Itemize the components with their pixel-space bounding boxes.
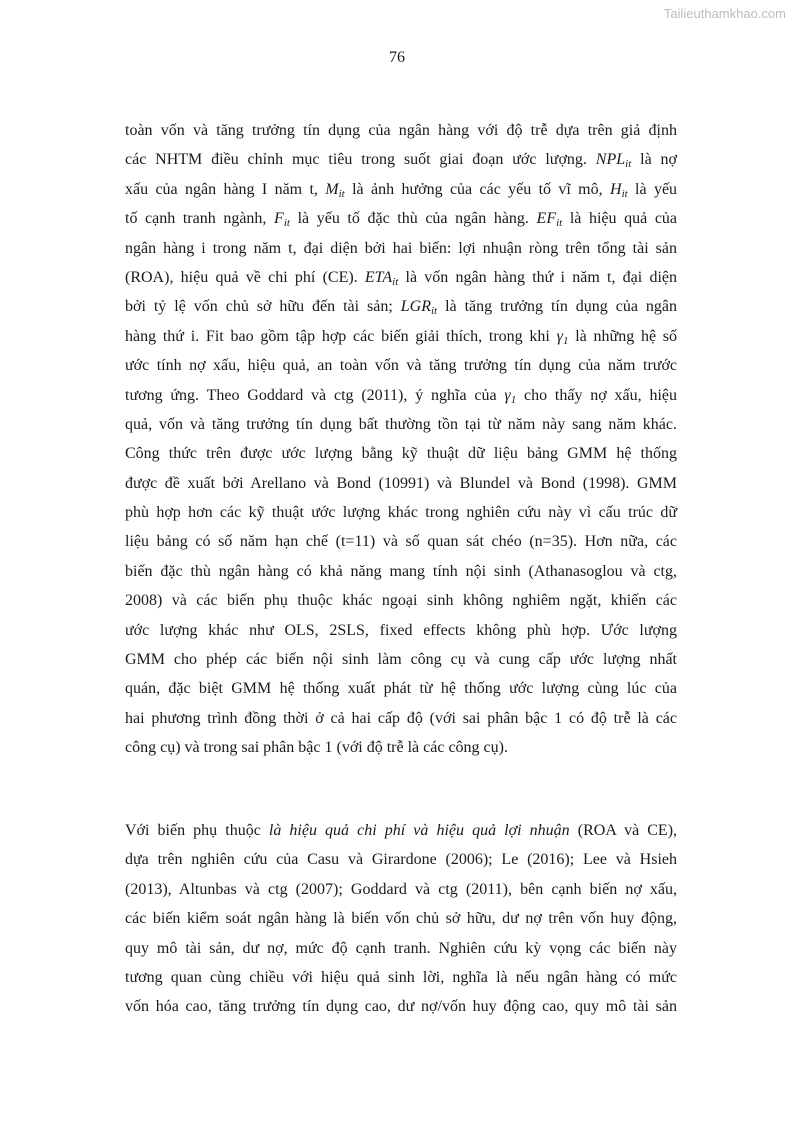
text-line: tố cạnh tranh ngành, $F_{it}$ là yếu tố đặc thù của ngân hàng. $EF_{it}$ là hiệu quả của (125, 210, 678, 230)
math-gamma: $\gamma_1$ (556, 327, 569, 347)
text-line: 2008) và các biến phụ thuộc khác ngoại sinh không nghiêm ngặt, khiến các (125, 592, 677, 610)
text-line: dựa trên nghiên cứu của Casu và Girardone (2006); Le (2016); Lee và Hsieh (125, 851, 677, 869)
math-f: $F_{it}$ (274, 210, 290, 230)
text-line: Với biến phụ thuộc là hiệu quả chi phí và hiệu quả lợi nhuận (ROA và CE), (125, 822, 678, 839)
text-line: vốn hóa cao, tăng trưởng tín dụng cao, dư nợ/vốn huy động cao, quy mô tài sản (125, 998, 677, 1016)
text-line: ước lượng khác như OLS, 2SLS, fixed effects không phù hợp. Ước lượng (125, 621, 677, 639)
math-gamma: $\gamma_1$ (504, 386, 517, 406)
text-line: (ROA), hiệu quả về chi phí (CE). $ETA_{it}$ là vốn ngân hàng thứ i năm t, đại diện (125, 268, 678, 288)
text-line: quy mô tài sản, dư nợ, mức độ cạnh tranh. Nghiên cứu kỳ vọng các biến này (125, 939, 677, 957)
text-line: công cụ) và trong sai phân bậc 1 (với độ trễ là các công cụ). (125, 739, 508, 757)
math-ef: $EF_{it}$ (536, 210, 563, 230)
text-line: xấu của ngân hàng I năm t, $M_{it}$ là ảnh hưởng của các yếu tố vĩ mô, $H_{it}$ là yếu (125, 180, 678, 200)
watermark: Tailieuthamkhao.com (663, 6, 786, 21)
text-line: hai phương trình đồng thời ở cả hai cấp độ (với sai phân bậc 1 có độ trễ là các (125, 709, 677, 727)
text-line: tương ứng. Theo Goddard và ctg (2011), ý nghĩa của $\gamma_1$ cho thấy nợ xấu, hiệu (125, 386, 678, 406)
math-h: $H_{it}$ (610, 180, 628, 200)
text-line: phù hợp hơn các kỹ thuật ước lượng khác trong nghiên cứu này vì cấu trúc dữ (125, 504, 677, 522)
math-eta: $ETA_{it}$ (364, 268, 399, 288)
text-line: ước tính nợ xấu, hiệu quả, an toàn vốn và tăng trưởng tín dụng của năm trước (125, 357, 677, 375)
text-line: quán, đặc biệt GMM hệ thống xuất phát từ hệ thống ước lượng cùng lúc của (125, 680, 677, 698)
text-line: các NHTM điều chỉnh mục tiêu trong suốt giai đoạn ước lượng. $NPL_{it}$ là nợ (125, 151, 678, 171)
text-line: bởi tỷ lệ vốn chủ sở hữu đến tài sản; $LGR_{it}$ là tăng trưởng tín dụng của ngân (125, 298, 677, 318)
text-line: ngân hàng i trong năm t, đại diện bởi hai biến: lợi nhuận ròng trên tổng tài sản (125, 239, 677, 257)
italic-phrase: là hiệu quả chi phí và hiệu quả lợi nhuận (268, 822, 570, 839)
paragraph-2 (125, 816, 677, 1022)
paragraph-1 (125, 116, 677, 763)
text-line: liệu bảng có số năm hạn chế (t=11) và số quan sát chéo (n=35). Hơn nữa, các (125, 533, 677, 551)
math-m: $M_{it}$ (325, 180, 345, 200)
page-number: 76 (389, 49, 405, 66)
text-line: hàng thứ i. Fit bao gồm tập hợp các biến giải thích, trong khi $\gamma_1$ là những hệ số (125, 327, 678, 347)
text-line: các biến kiểm soát ngân hàng là biến vốn chủ sở hữu, dư nợ trên vốn huy động, (125, 910, 677, 928)
text-line: (2013), Altunbas và ctg (2007); Goddard và ctg (2011), bên cạnh biến nợ xấu, (125, 880, 677, 898)
text-line: quả, vốn và tăng trưởng tín dụng bất thường tồn tại từ năm này sang năm khác. (125, 415, 677, 433)
text-line: được đề xuất bởi Arellano và Bond (10991) và Blundel và Bond (1998). GMM (125, 474, 677, 492)
text-line: tương quan cùng chiều với hiệu quả sinh lời, nghĩa là nếu ngân hàng có mức (125, 968, 677, 986)
text-line: biến đặc thù ngân hàng có khả năng mang tính nội sinh (Athanasoglou và ctg, (125, 562, 677, 580)
text-line: toàn vốn và tăng trưởng tín dụng của ngân hàng với độ trễ dựa trên giả định (125, 122, 677, 139)
math-lgr: $LGR_{it}$ (400, 298, 438, 318)
text-line: Công thức trên được ước lượng bằng kỹ thuật dữ liệu bảng GMM hệ thống (125, 445, 677, 463)
math-npl: $NPL_{it}$ (595, 151, 632, 171)
text-line: GMM cho phép các biến nội sinh làm công cụ và cung cấp ước lượng nhất (125, 651, 677, 669)
